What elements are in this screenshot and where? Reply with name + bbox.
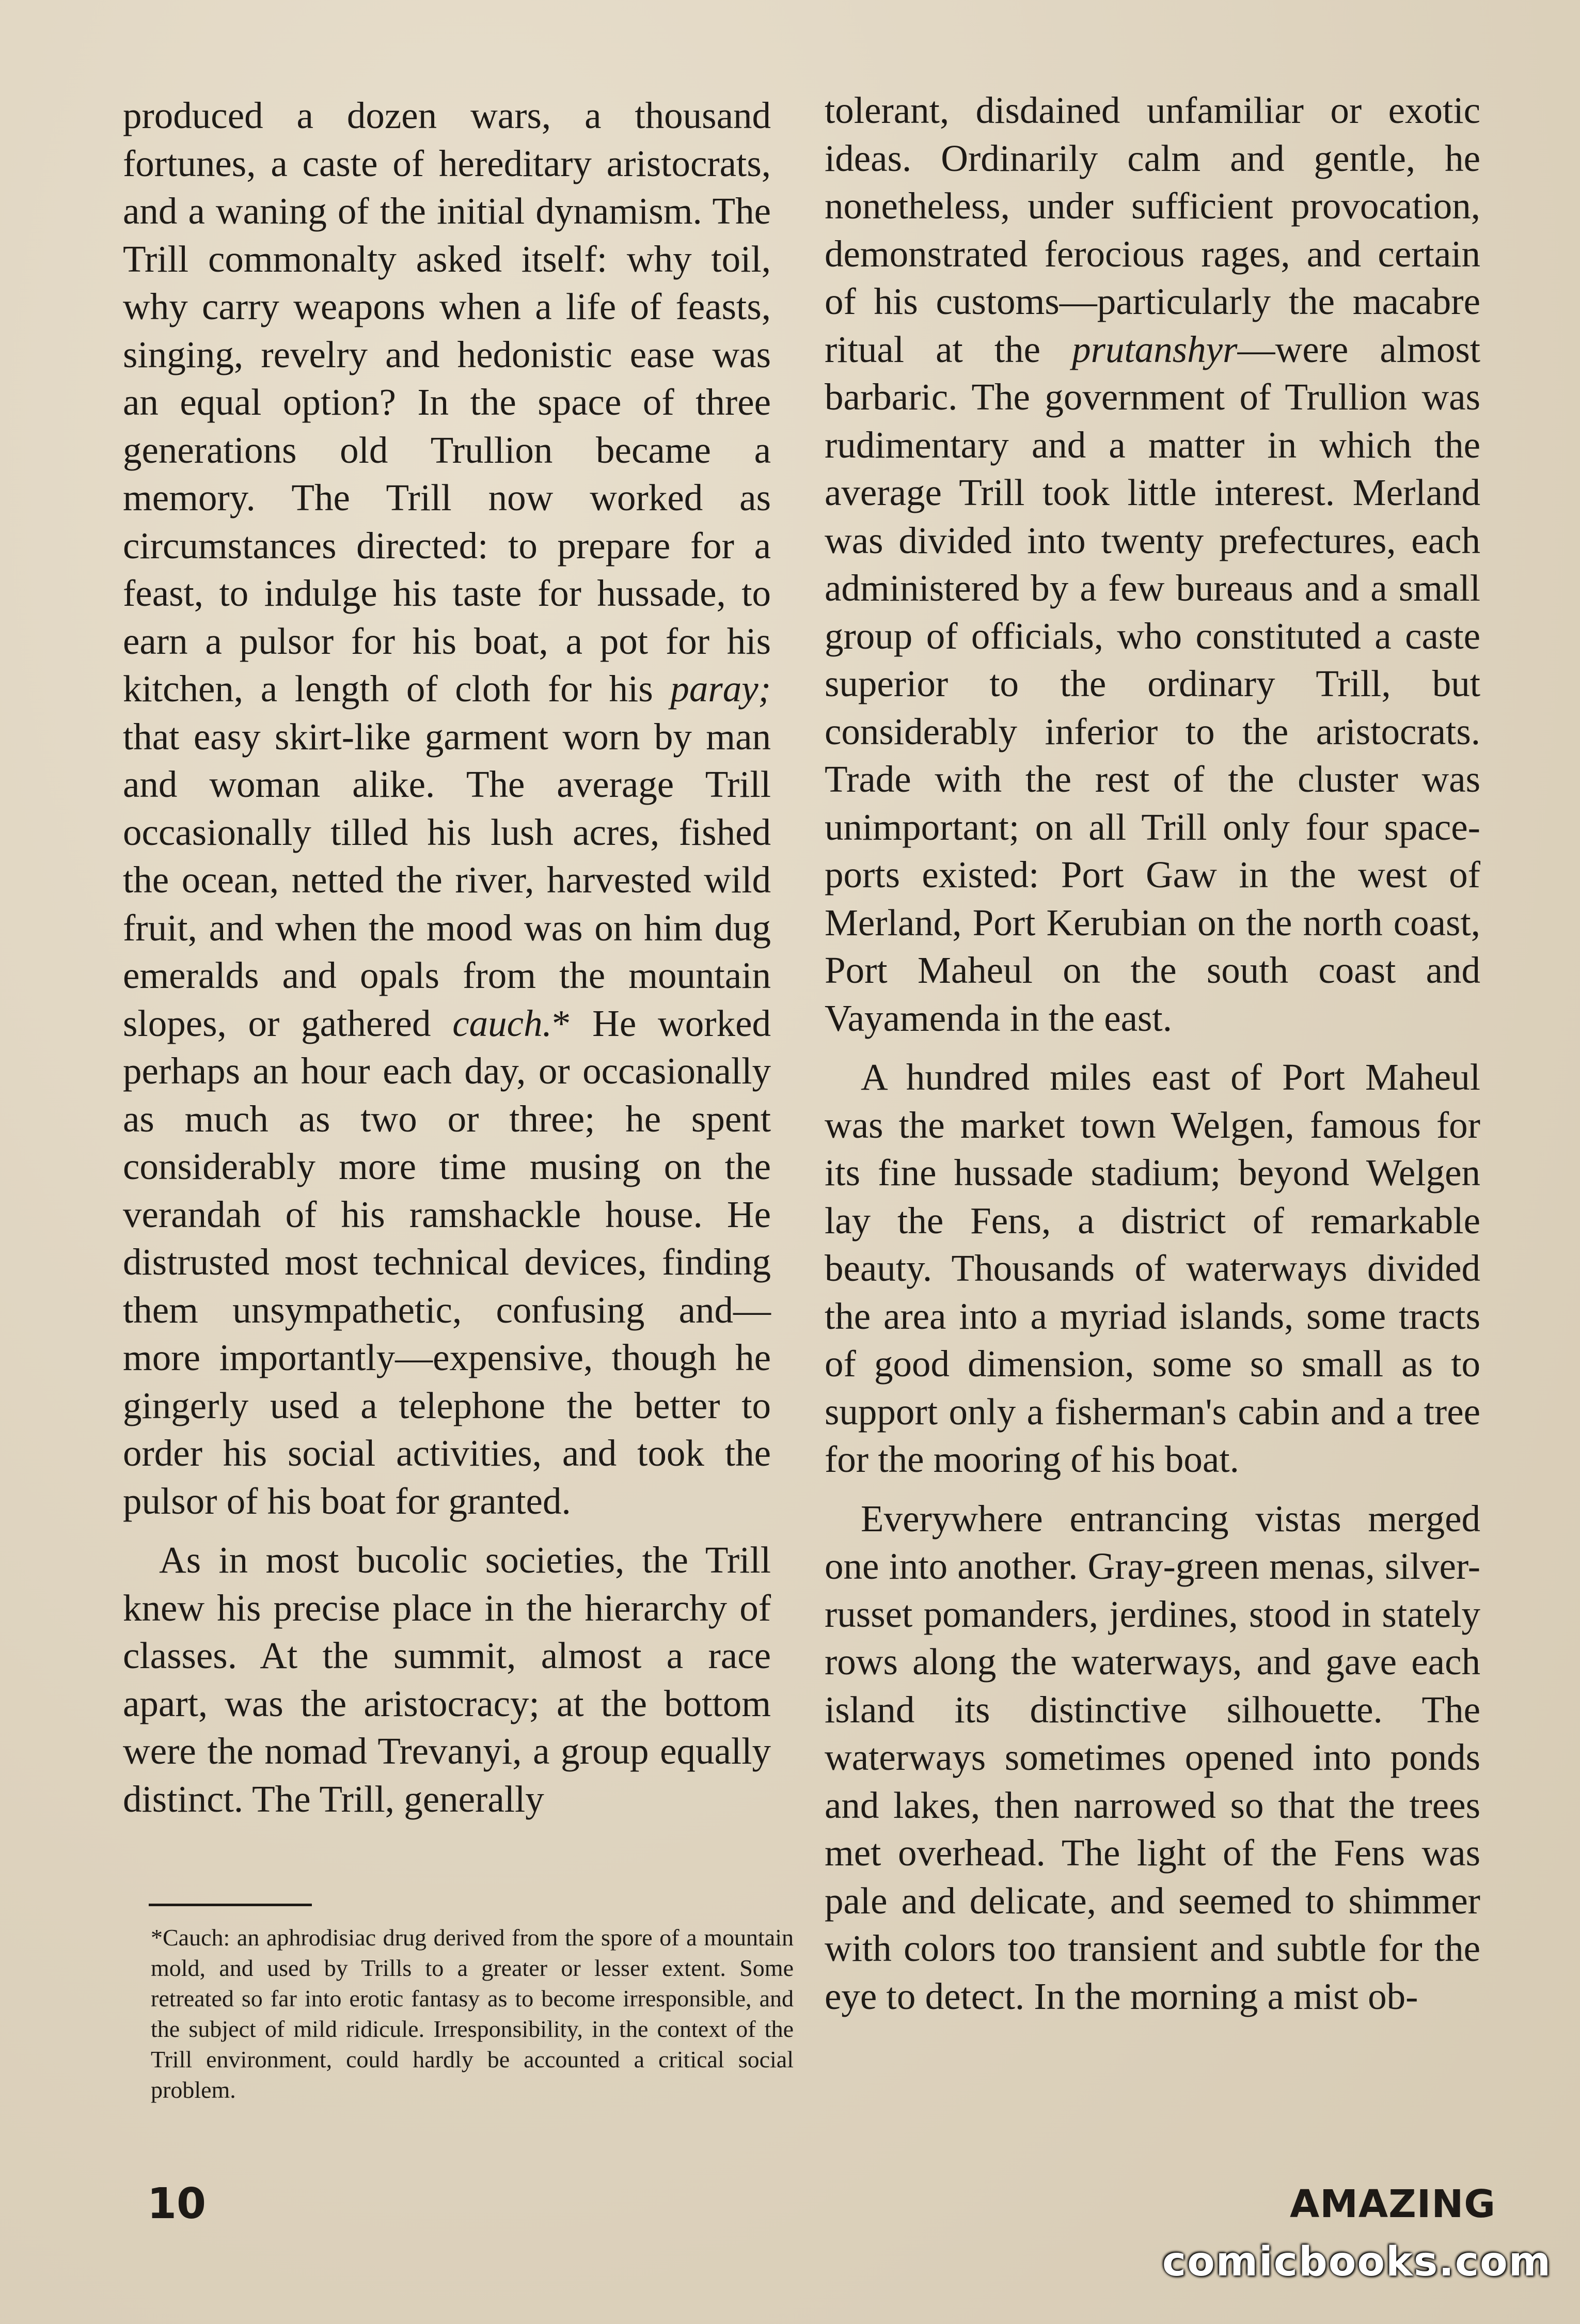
footnote: *Cauch: an aphrodisiac drug derived from the spore of a mountain mold, and used by Trills to a greater or lesser extent. Some retreated so far into erotic fantasy as to become irresponsible, and the subject of mild ridicule. Irresponsibility, in the context of the Trill environment, could hardly be accounted a critical social problem.: [151, 1924, 794, 2103]
paragraph: A hundred miles east of Port Maheul was the market town Welgen, famous for its fine hussade stadium; beyond Welgen lay the Fens, a district of remarkable beauty. Thousands of waterways divided the area into a myriad islands, some tracts of good dimension, some so small as to support only a fisherman's cabin and a tree for the mooring of his boat.: [825, 1056, 1480, 1480]
paragraph: [123, 92, 771, 1525]
site-watermark: comicbooks.com: [1162, 2239, 1552, 2285]
paragraph: Everywhere entrancing vistas merged one into another. Gray-green menas, silver-russet pomanders, jerdines, stood in stately rows along the waterways, and gave each island its distinctive silhouette. The waterways sometimes opened into ponds and lakes, then narrowed so that the trees met overhead. The light of the Fens was pale and delicate, and seemed to shimmer with colors too transient and subtle for the eye to detect. In the morning a mist ob-: [825, 1497, 1480, 2017]
page-number: 10: [147, 2179, 207, 2228]
paragraph-text: tolerant, disdained unfamiliar or exotic ideas. Ordinarily calm and gentle, he nonetheless, under sufficient provocation, demonstrated ferocious rages, and certain of his customs—particularly the macabre ritual at the: [825, 89, 1480, 370]
magazine-name: AMAZING: [1289, 2182, 1496, 2226]
left-text-column: [123, 92, 771, 1823]
paragraph-text: —were almost barbaric. The government of Trullion was rudimentary and a matter in which the average Trill took little interest. Merland was divided into twenty prefectures, each administered by a few bureaus and a small group of officials, who constituted a caste superior to the ordinary Trill, but considerably inferior to the aristocrats. Trade with the rest of the cluster was unimportant; on all Trill only four space-ports existed: Port Gaw in the west of Merland, Port Kerubian on the north coast, Port Maheul on the south coast and Vayamenda in the east.: [825, 328, 1481, 1039]
paragraph-text: that easy skirt-like garment worn by man and woman alike. The average Trill occasionally tilled his lush acres, fished the ocean, netted the river, harvested wild fruit, and when the mood was on him dug emeralds and opals from the mountain slopes, or gathered: [123, 715, 771, 1044]
paragraph: [825, 87, 1480, 1042]
paragraph: As in most bucolic societies, the Trill knew his precise place in the hierarchy of classes. At the summit, almost a race apart, was the aristocracy; at the bottom were the nomad Trevanyi, a group equally distinct. The Trill, generally: [123, 1539, 771, 1820]
italic-term-prutanshyr: prutanshyr: [1072, 328, 1238, 370]
right-text-column: [825, 87, 1480, 2020]
italic-term-cauch: cauch.: [452, 1002, 552, 1044]
footnote-rule: [149, 1904, 312, 1906]
italic-term-paray: paray;: [670, 668, 771, 710]
paragraph-text: produced a dozen wars, a thousand fortunes, a caste of hereditary aristocrats, and a waning of the initial dynamism. The Trill commonalty asked itself: why toil, why carry weapons when a life of feasts, singing, revelry and hedonistic ease was an equal option? In the space of three generations old Trullion became a memory. The Trill now worked as circumstances directed: to prepare for a feast, to indulge his taste for hussade, to earn a pulsor for his boat, a pot for his kitchen, a length of cloth for his: [123, 95, 771, 710]
paragraph-text: * He worked perhaps an hour each day, or occasionally as much as two or three; he spent considerably more time musing on the verandah of his ramshackle house. He distrusted most technical devices, finding them unsympathetic, confusing and—more importantly—expensive, though he gingerly used a telephone the better to order his social activities, and took the pulsor of his boat for granted.: [123, 1002, 771, 1522]
